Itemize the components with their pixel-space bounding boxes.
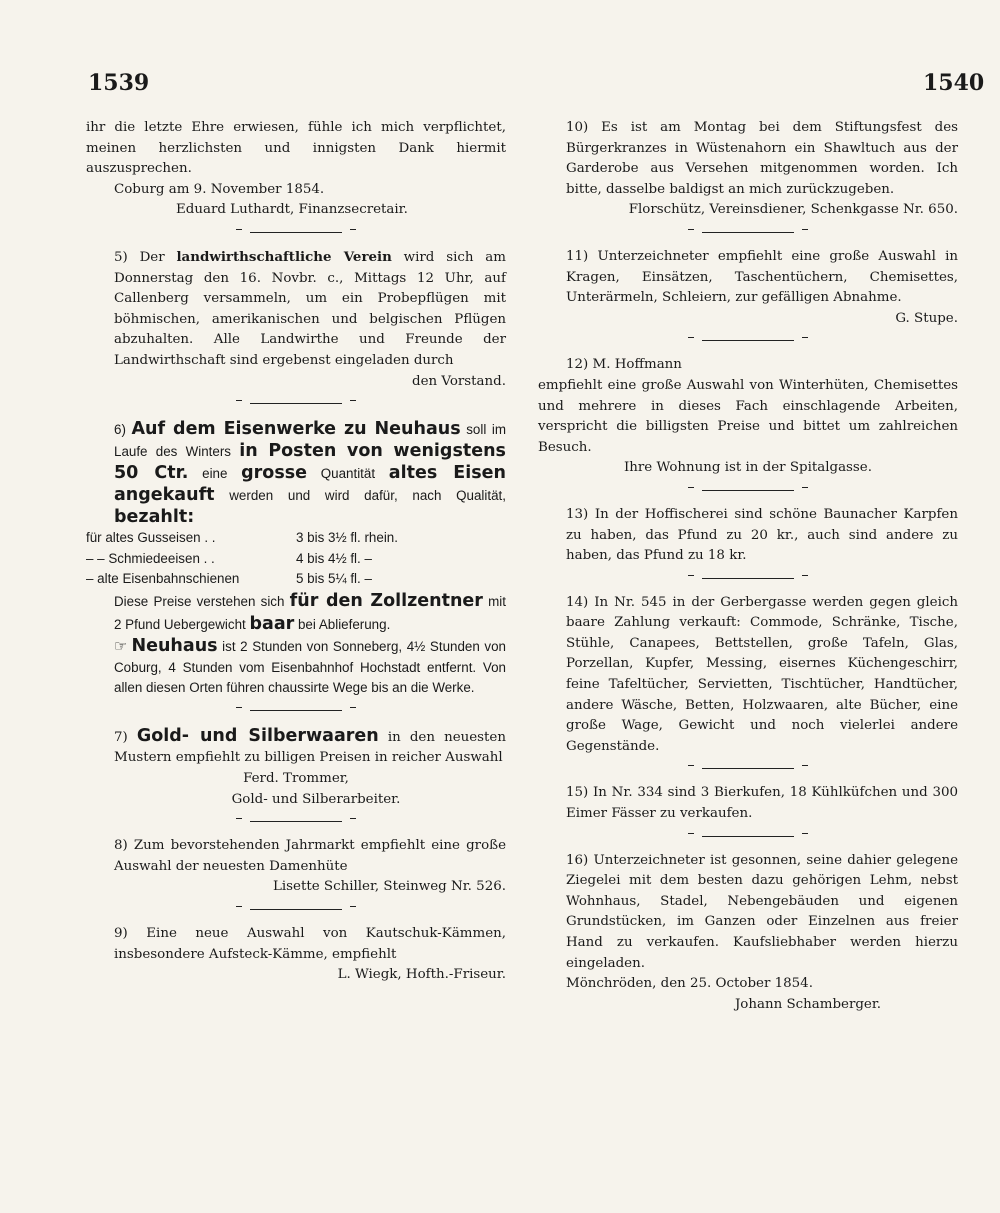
- notice-6-text: ist 2 Stunden von Sonneberg, 4½ Stunden von Coburg, 4 Stunden vom Eisenbahnhof Hochstadt entfernt. Von allen diesen Orten führen chaussirte Wege bis an die Werke.: [114, 639, 506, 696]
- page-number-left: 1539: [88, 70, 150, 96]
- notice-6-heading: bezahlt:: [114, 507, 195, 528]
- column-left: [86, 118, 506, 986]
- notice-8: 8) Zum bevorstehenden Jahrmarkt empfiehlt eine große Auswahl der neuesten Damenhüte: [114, 838, 506, 874]
- notice-7-signature-title: Gold- und Silberarbeiter.: [231, 791, 401, 807]
- notice-6-heading: grosse: [241, 463, 308, 484]
- pointing-hand-icon: ☞: [114, 638, 128, 656]
- notice-12-heading: 12) M. Hoffmann: [566, 357, 682, 373]
- notice-6-terms: [86, 590, 506, 635]
- notice-6-location: [86, 635, 506, 699]
- price-value: 3 bis 3½ fl. rhein.: [296, 530, 398, 546]
- notice-6-text: eine: [188, 466, 242, 482]
- divider: [702, 768, 794, 770]
- notice-16-date: Mönchröden, den 25. October 1854.: [566, 976, 813, 992]
- price-row: [86, 549, 506, 570]
- notice-6-text: bei Ablieferung.: [294, 616, 391, 632]
- intro-signature: Eduard Luthardt, Finanzsecretair.: [176, 202, 408, 218]
- notice-5-signature: den Vorstand.: [412, 373, 506, 389]
- notice-7-signature-name: Ferd. Trommer,: [243, 771, 349, 787]
- notice-6-heading: altes Eisen angekauft: [114, 463, 507, 506]
- notice-5-number: 5) Der: [114, 249, 177, 265]
- notice-6-number: 6): [114, 422, 132, 438]
- notice-6-heading: Neuhaus: [131, 636, 218, 657]
- price-label: für altes Gusseisen . .: [86, 530, 216, 546]
- intro-text: ihr die letzte Ehre erwiesen, fühle ich mich verpflichtet, meinen herzlichsten und innigsten Dank hiermit auszusprechen.: [86, 120, 506, 177]
- divider: [250, 909, 342, 911]
- price-value: 5 bis 5¼ fl. –: [296, 571, 372, 587]
- price-value: 4 bis 4½ fl. –: [296, 550, 372, 566]
- notice-6-heading: baar: [249, 613, 295, 634]
- divider: [250, 403, 342, 405]
- price-label: – – Schmiedeeisen . .: [86, 550, 215, 566]
- notice-6-heading: Auf dem Eisenwerke zu Neuhaus: [131, 419, 461, 440]
- intro-date: Coburg am 9. November 1854.: [114, 181, 325, 197]
- notice-11-signature: G. Stupe.: [895, 310, 958, 326]
- notice-16: 16) Unterzeichneter ist gesonnen, seine dahier gelegene Ziegelei mit dem besten dazu gehörigen Lehm, nebst Wohnhaus, Stadel, Nebengebäuden und eigenen Grundstücken, im Ganzen oder Einzelnen aus freier Hand zu verkaufen. Kaufsliebhaber werden hierzu eingeladen.: [566, 852, 958, 971]
- divider: [702, 232, 794, 234]
- notice-7-number: 7): [114, 729, 137, 745]
- notice-6-heading: für den Zollzentner: [289, 590, 483, 611]
- notice-9-signature: L. Wiegk, Hofth.-Friseur.: [337, 967, 506, 983]
- notice-5: [86, 247, 506, 372]
- price-list: [86, 528, 506, 590]
- column-right: [538, 118, 958, 1015]
- divider: [250, 821, 342, 823]
- divider: [702, 836, 794, 838]
- notice-7: [86, 725, 506, 769]
- divider: [250, 710, 342, 712]
- page-number-right: 1540: [923, 70, 985, 96]
- notice-11: 11) Unterzeichneter empfiehlt eine große Auswahl in Kragen, Einsätzen, Taschentüchern, Chemisettes, Unterärmeln, Schleiern, zur gefälligen Abnahme.: [566, 248, 958, 306]
- notice-5-heading: landwirthschaftliche Verein: [176, 248, 392, 265]
- notice-10-signature: Florschütz, Vereinsdiener, Schenkgasse Nr. 650.: [628, 202, 958, 218]
- notice-12-address: Ihre Wohnung ist in der Spitalgasse.: [623, 460, 872, 476]
- notice-6-text: mit 2 Pfund Uebergewicht: [114, 593, 506, 632]
- notice-7-text: in den neuesten Mustern empfiehlt zu billigen Preisen in reicher Auswahl: [114, 729, 506, 766]
- notice-6: [86, 418, 506, 528]
- divider: [250, 232, 342, 234]
- notice-7-heading: Gold- und Silberwaaren: [136, 725, 379, 746]
- notice-10: 10) Es ist am Montag bei dem Stiftungsfest des Bürgerkranzes in Wüstenahorn ein Shawltuch aus der Garderobe aus Versehen mitgenommen worden. Ich bitte, dasselbe baldigst an mich zurückzugeben.: [566, 120, 958, 197]
- price-row: [86, 569, 506, 590]
- notice-16-signature: Johann Schamberger.: [734, 996, 882, 1012]
- divider: [702, 340, 794, 342]
- notice-9: 9) Eine neue Auswahl von Kautschuk-Kämmen, insbesondere Aufsteck-Kämme, empfiehlt: [114, 926, 506, 962]
- notice-14: 14) In Nr. 545 in der Gerbergasse werden gegen gleich baare Zahlung verkauft: Commode, Schränke, Tische, Stühle, Canapees, Bettstellen, große Tafeln, Glas, Porzellan, Kupfer, Messing, eisernes Küchengeschirr, feine Tafeltücher, Servietten, Tischtücher, Handtücher, andere Wäsche, Betten, Holzwaaren, alte Bücher, eine große Wage, Gewicht und noch vielerlei andere Gegenstände.: [566, 594, 958, 754]
- notice-5-text: wird sich am Donnerstag den 16. Novbr. c., Mittags 12 Uhr, auf Callenberg versammeln, um ein Probepflügen mit böhmischen, amerikanischen und belgischen Pflügen abzuhalten. Alle Landwirthe und Freunde der Landwirthschaft sind ergebenst eingeladen durch: [114, 249, 506, 368]
- notice-6-text: Diese Preise verstehen sich: [114, 593, 290, 609]
- notice-6-text: soll im Laufe des Winters: [114, 422, 506, 460]
- notice-8-signature: Lisette Schiller, Steinweg Nr. 526.: [272, 879, 506, 895]
- divider: [702, 578, 794, 580]
- price-label: – alte Eisenbahnschienen: [86, 571, 240, 587]
- notice-6-text: werden und wird dafür, nach Qualität,: [214, 488, 506, 504]
- notice-13: 13) In der Hoffischerei sind schöne Baunacher Karpfen zu haben, das Pfund zu 20 kr., auch sind andere zu haben, das Pfund zu 18 kr.: [566, 506, 958, 564]
- notice-15: 15) In Nr. 334 sind 3 Bierkufen, 18 Kühlküfchen und 300 Eimer Fässer zu verkaufen.: [566, 785, 958, 822]
- notice-6-heading: in Posten von wenigstens 50 Ctr.: [114, 441, 506, 484]
- divider: [702, 490, 794, 492]
- price-row: [86, 528, 506, 549]
- notice-6-text: Quantität: [307, 466, 389, 482]
- notice-12: empfiehlt eine große Auswahl von Winterhüten, Chemisettes und mehrere in dieses Fach einschlagende Arbeiten, verspricht die billigsten Preise und bittet um zahlreichen Besuch.: [538, 377, 958, 455]
